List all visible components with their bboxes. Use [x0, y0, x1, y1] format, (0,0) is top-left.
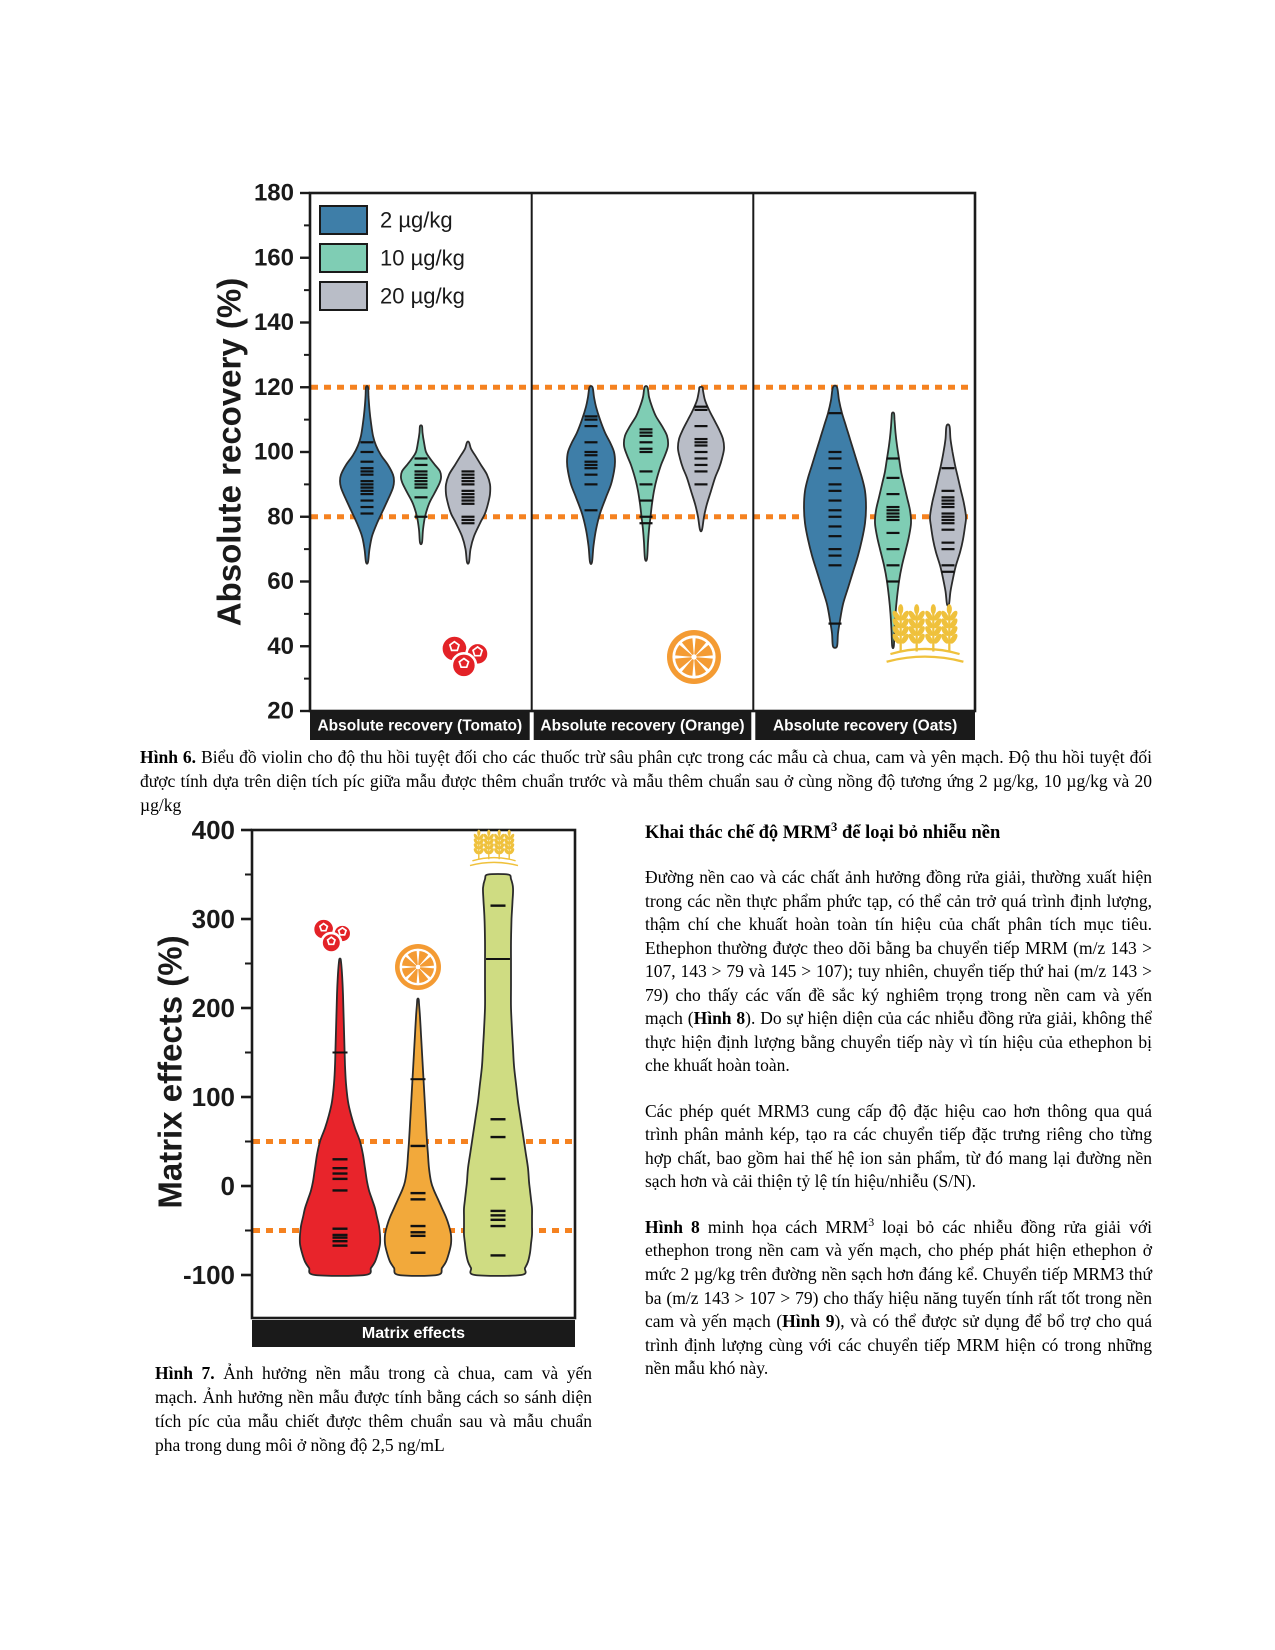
figure6-legend [320, 206, 465, 310]
article-paragraph: Hình 8 minh họa cách MRM$^3$ loại bỏ các nhiễu đồng rửa giải với ethephon trong nền cam và yến mạch, cho phép phát hiện ethephon ở mức 2 µg/kg trên đường nền sạch hơn đáng kể. Chuyển tiếp MRM3 thứ ba (m/z 143 > 107 > 79) cho thấy hiệu năng tuyến tính rất tốt trong nền cam và yến mạch (Hình 9), và có thể được sử dụng để bổ trợ cho quá trình định lượng cùng với các chuyển tiếp MRM hiện có trong những nền mẫu khó này. [645, 1215, 1152, 1379]
y-tick-label: 200 [191, 993, 235, 1023]
panel-label: Absolute recovery (Tomato) [317, 717, 523, 735]
y-tick-label: 160 [253, 244, 294, 272]
y-tick-label: 0 [220, 1171, 235, 1201]
wheat-icon [470, 830, 518, 866]
y-tick-label: -100 [182, 1260, 235, 1290]
panel-label: Absolute recovery (Oats) [772, 717, 958, 735]
tomato-icon [313, 919, 351, 953]
figure7-caption-text: Ảnh hưởng nền mẫu trong cà chua, cam và yến mạch. Ảnh hưởng nền mẫu được tính bằng cách so sánh diện tích píc của mẫu chiết được thêm chuẩn sau và mẫu chuẩn pha trong dung môi ở nồng độ 2,5 ng/mL [155, 1363, 593, 1455]
y-tick-label: 300 [191, 904, 235, 934]
figure7-y-axis-title: Matrix effects (%) [151, 935, 189, 1209]
figure7-violin-chart [152, 815, 576, 1347]
figure7-caption [155, 1362, 592, 1458]
panel-label: Absolute recovery (Orange) [540, 717, 745, 735]
legend-label: 2 µg/kg [380, 207, 453, 233]
violin-citrus-10 µg/kg [624, 386, 668, 561]
legend-swatch-10 µg/kg [320, 244, 367, 272]
y-tick-label: 120 [253, 373, 294, 401]
violin-wheat-20 µg/kg [930, 424, 966, 605]
y-tick-label: 40 [267, 632, 294, 660]
legend-label: 20 µg/kg [380, 283, 465, 309]
legend-label: 10 µg/kg [380, 245, 465, 271]
y-tick-label: 180 [253, 179, 294, 207]
article-paragraph: Đường nền cao và các chất ảnh hưởng đồng rửa giải, thường xuất hiện trong các nền thực phẩm phức tạp, có thể cản trở quá trình định lượng, thậm chí che khuất hoàn toàn tín hiệu của chất phân tích mục tiêu. Ethephon thường được theo dõi bằng ba chuyển tiếp MRM (m/z 143 > 107, 143 > 79 và 145 > 107); tuy nhiên, chuyển tiếp thứ hai (m/z 143 > 79) cho thấy các vấn đề sắc ký nghiêm trọng trong nền cam và yến mạch (Hình 8). Do sự hiện diện của các nhiễu đồng rửa giải, không thể thực hiện định lượng bằng chuyển tiếp này vì tín hiệu của ethephon bị che khuất hoàn toàn. [645, 867, 1152, 1076]
article-heading: Khai thác chế độ MRM$^3$ để loại bỏ nhiễu nền [645, 819, 1001, 843]
y-tick-label: 140 [253, 309, 294, 336]
figure6-violin-chart [211, 180, 976, 741]
violin-tomato-20 µg/kg [446, 441, 491, 563]
tomato-icon [441, 635, 488, 677]
legend-swatch-2 µg/kg [320, 206, 367, 234]
figure6-caption-label: Hình 6. [140, 747, 197, 767]
figure6-caption-text: Biểu đồ violin cho độ thu hồi tuyệt đối cho các thuốc trừ sâu phân cực trong các mẫu cà chua, cam và yên mạch. Độ thu hồi tuyệt đối được tính dựa trên diện tích píc giữa mẫu được thêm chuẩn trước và mẫu thêm chuẩn sau ở cùng nồng độ tương ứng 2 µg/kg, 10 µg/kg và 20 µg/kg [140, 747, 1152, 816]
article-paragraphs [645, 866, 1152, 1381]
y-tick-label: 20 [267, 697, 294, 725]
figure7-label: Matrix effects [361, 1325, 466, 1342]
figure6-y-axis-title: Absolute recovery (%) [210, 277, 248, 627]
wheat-icon [887, 604, 964, 662]
y-tick-label: 400 [191, 815, 235, 845]
y-tick-label: 100 [253, 438, 294, 466]
violin-orange [385, 999, 451, 1276]
orange-slice-icon [395, 944, 441, 990]
y-tick-label: 100 [191, 1082, 235, 1112]
article-paragraph: Các phép quét MRM3 cung cấp độ đặc hiệu cao hơn thông qua quá trình phân mảnh kép, tạo ra các chuyển tiếp đặc trưng riêng cho từng hợp chất, bao gồm hai thế hệ ion sản phẩm, từ đó mang lại đường nền sạch hơn và cải thiện tỷ lệ tín hiệu/nhiễu (S/N). [645, 1100, 1152, 1192]
legend-swatch-20 µg/kg [320, 282, 367, 310]
figure6-caption [140, 745, 1152, 817]
orange-slice-icon [667, 630, 721, 684]
figure7-caption-label: Hình 7. [155, 1363, 215, 1383]
y-tick-label: 80 [267, 503, 294, 531]
y-tick-label: 60 [267, 568, 294, 595]
article-column [645, 819, 1152, 1403]
